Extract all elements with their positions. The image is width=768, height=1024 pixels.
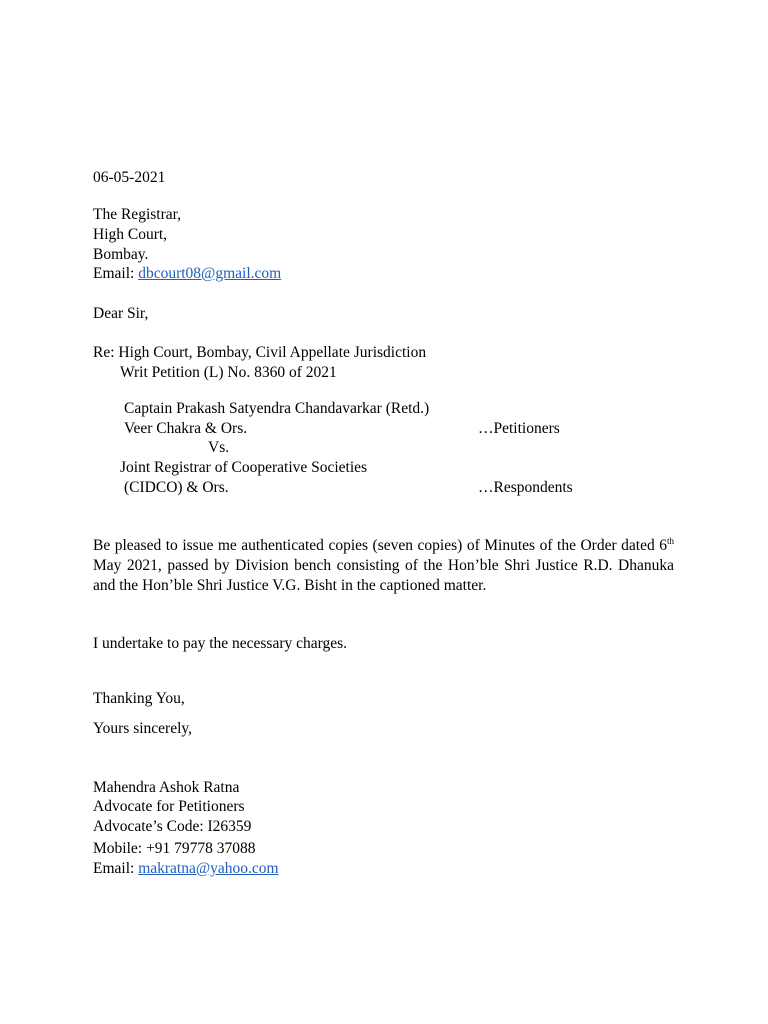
signatory-name: Mahendra Ashok Ratna [93,779,240,796]
addressee-line-2: High Court, [93,226,168,243]
signatory-code: Advocate’s Code: I26359 [93,818,252,835]
letter-date: 06-05-2021 [93,169,166,186]
petitioner-line-1: Captain Prakash Satyendra Chandavarkar (Retd.) [124,400,430,417]
signatory-email-row [93,859,279,879]
body-paragraph-1 [93,536,674,596]
signatory-email-link[interactable]: makratna@yahoo.com [138,860,279,877]
reference-line-1: Re: High Court, Bombay, Civil Appellate Jurisdiction [93,344,427,361]
respondent-line-1: Joint Registrar of Cooperative Societies [120,459,368,476]
body-paragraph-2: I undertake to pay the necessary charges. [93,635,348,652]
addressee-email-label: Email: [93,265,135,282]
signatory-mobile: Mobile: +91 79778 37088 [93,840,256,857]
addressee-line-1: The Registrar, [93,206,182,223]
addressee-line-3: Bombay. [93,246,149,263]
closing-thanks: Thanking You, [93,690,185,707]
body-paragraph-1-ordinal: th [666,535,674,546]
respondent-line-2: (CIDCO) & Ors. [124,479,229,496]
closing-sincerely: Yours sincerely, [93,720,193,737]
signatory-email-label: Email: [93,860,135,877]
signatory-title: Advocate for Petitioners [93,798,245,815]
addressee-email-link[interactable]: dbcourt08@gmail.com [138,265,282,282]
addressee-email-row [93,264,281,284]
reference-line-2: Writ Petition (L) No. 8360 of 2021 [120,364,337,381]
salutation: Dear Sir, [93,305,149,322]
petitioner-line-2: Veer Chakra & Ors. [124,420,248,437]
versus-label: Vs. [208,439,230,456]
body-paragraph-1-text-a: Be pleased to issue me authenticated copies (seven copies) of Minutes of the Order dated 6 [93,537,667,554]
petitioner-role: …Petitioners [478,420,560,437]
respondent-role: …Respondents [478,479,573,496]
body-paragraph-1-text-b: May 2021, passed by Division bench consisting of the Hon’ble Shri Justice R.D. Dhanuka and the Hon’ble Shri Justice V.G. Bisht in the captioned matter. [93,557,674,594]
